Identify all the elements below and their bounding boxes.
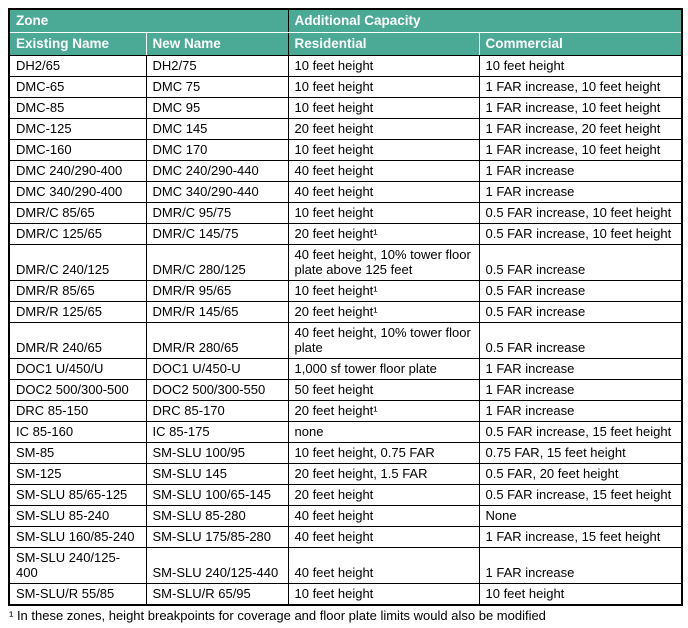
table-row [9, 359, 682, 380]
cell-residential: 20 feet height¹ [288, 224, 479, 245]
cell-residential: 1,000 sf tower floor plate [288, 359, 479, 380]
table-row [9, 140, 682, 161]
cell-residential: 40 feet height [288, 527, 479, 548]
cell-commercial: 1 FAR increase [479, 182, 682, 203]
table-row [9, 527, 682, 548]
cell-residential: 20 feet height [288, 119, 479, 140]
cell-existing-name: DMC 340/290-400 [9, 182, 146, 203]
cell-existing-name: DMR/C 240/125 [9, 245, 146, 281]
cell-existing-name: DH2/65 [9, 56, 146, 77]
cell-existing-name: DMR/C 125/65 [9, 224, 146, 245]
cell-new-name: SM-SLU 175/85-280 [146, 527, 288, 548]
cell-new-name: DMC 240/290-440 [146, 161, 288, 182]
cell-existing-name: SM-SLU 85-240 [9, 506, 146, 527]
cell-existing-name: DMC-65 [9, 77, 146, 98]
table-row [9, 245, 682, 281]
cell-residential: 40 feet height [288, 506, 479, 527]
table-header [9, 9, 682, 56]
cell-residential: 40 feet height, 10% tower floor plate [288, 323, 479, 359]
col-header-residential: Residential [288, 33, 479, 56]
table-body [9, 56, 682, 606]
cell-commercial: 0.75 FAR, 15 feet height [479, 443, 682, 464]
cell-commercial: 1 FAR increase, 10 feet height [479, 98, 682, 119]
cell-commercial: 1 FAR increase, 20 feet height [479, 119, 682, 140]
cell-commercial: 1 FAR increase, 10 feet height [479, 140, 682, 161]
cell-new-name: DMR/R 280/65 [146, 323, 288, 359]
cell-residential: 20 feet height¹ [288, 401, 479, 422]
cell-existing-name: DMC-160 [9, 140, 146, 161]
cell-existing-name: DOC1 U/450/U [9, 359, 146, 380]
cell-existing-name: DRC 85-150 [9, 401, 146, 422]
cell-existing-name: DMR/R 125/65 [9, 302, 146, 323]
zone-group-header: Zone [9, 9, 288, 33]
cell-new-name: SM-SLU/R 65/95 [146, 584, 288, 606]
cell-residential: 10 feet height [288, 140, 479, 161]
additional-capacity-group-header: Additional Capacity [288, 9, 682, 33]
table-row [9, 302, 682, 323]
cell-new-name: IC 85-175 [146, 422, 288, 443]
cell-residential: 40 feet height, 10% tower floor plate above 125 feet [288, 245, 479, 281]
cell-commercial: 1 FAR increase [479, 380, 682, 401]
cell-new-name: SM-SLU 85-280 [146, 506, 288, 527]
table-row [9, 584, 682, 606]
table-row [9, 182, 682, 203]
cell-residential: 10 feet height [288, 98, 479, 119]
cell-existing-name: IC 85-160 [9, 422, 146, 443]
table-row [9, 77, 682, 98]
cell-new-name: DH2/75 [146, 56, 288, 77]
cell-commercial: 0.5 FAR, 20 feet height [479, 464, 682, 485]
cell-residential: 10 feet height [288, 203, 479, 224]
col-header-commercial: Commercial [479, 33, 682, 56]
cell-existing-name: DMR/R 85/65 [9, 281, 146, 302]
cell-new-name: SM-SLU 240/125-440 [146, 548, 288, 584]
cell-residential: none [288, 422, 479, 443]
table-row [9, 203, 682, 224]
table-row [9, 485, 682, 506]
cell-commercial: 1 FAR increase [479, 161, 682, 182]
cell-residential: 20 feet height, 1.5 FAR [288, 464, 479, 485]
cell-new-name: DMC 145 [146, 119, 288, 140]
table-row [9, 281, 682, 302]
cell-commercial: 0.5 FAR increase [479, 323, 682, 359]
cell-commercial: 0.5 FAR increase, 15 feet height [479, 422, 682, 443]
cell-new-name: SM-SLU 100/65-145 [146, 485, 288, 506]
cell-new-name: DMC 95 [146, 98, 288, 119]
cell-residential: 40 feet height [288, 182, 479, 203]
cell-residential: 10 feet height¹ [288, 281, 479, 302]
cell-new-name: DMR/C 280/125 [146, 245, 288, 281]
table-row [9, 548, 682, 584]
cell-existing-name: SM-85 [9, 443, 146, 464]
cell-existing-name: SM-SLU 240/125-400 [9, 548, 146, 584]
cell-commercial: 10 feet height [479, 584, 682, 606]
cell-commercial: 1 FAR increase [479, 359, 682, 380]
cell-commercial: 0.5 FAR increase, 10 feet height [479, 203, 682, 224]
cell-new-name: DRC 85-170 [146, 401, 288, 422]
cell-existing-name: SM-125 [9, 464, 146, 485]
col-header-new-name: New Name [146, 33, 288, 56]
table-row [9, 401, 682, 422]
cell-commercial: None [479, 506, 682, 527]
cell-commercial: 0.5 FAR increase, 10 feet height [479, 224, 682, 245]
cell-existing-name: DMR/C 85/65 [9, 203, 146, 224]
cell-commercial: 1 FAR increase [479, 401, 682, 422]
table-row [9, 56, 682, 77]
cell-existing-name: SM-SLU 160/85-240 [9, 527, 146, 548]
cell-new-name: DMC 340/290-440 [146, 182, 288, 203]
cell-new-name: DOC1 U/450-U [146, 359, 288, 380]
cell-residential: 10 feet height [288, 584, 479, 606]
footnote: ¹ In these zones, height breakpoints for coverage and floor plate limits would also be modified [9, 608, 546, 623]
cell-residential: 10 feet height [288, 77, 479, 98]
cell-new-name: SM-SLU 100/95 [146, 443, 288, 464]
cell-new-name: DMR/C 145/75 [146, 224, 288, 245]
table-row [9, 323, 682, 359]
table-row [9, 506, 682, 527]
cell-new-name: DMR/C 95/75 [146, 203, 288, 224]
cell-residential: 20 feet height [288, 485, 479, 506]
table-row [9, 464, 682, 485]
cell-existing-name: SM-SLU/R 55/85 [9, 584, 146, 606]
cell-new-name: DMR/R 145/65 [146, 302, 288, 323]
cell-new-name: DMC 75 [146, 77, 288, 98]
cell-new-name: SM-SLU 145 [146, 464, 288, 485]
cell-existing-name: DMR/R 240/65 [9, 323, 146, 359]
cell-existing-name: DMC-85 [9, 98, 146, 119]
cell-existing-name: DOC2 500/300-500 [9, 380, 146, 401]
group-header-row [9, 9, 682, 33]
col-header-existing-name: Existing Name [9, 33, 146, 56]
table-row [9, 98, 682, 119]
cell-commercial: 1 FAR increase, 10 feet height [479, 77, 682, 98]
cell-commercial: 0.5 FAR increase [479, 302, 682, 323]
cell-commercial: 0.5 FAR increase, 15 feet height [479, 485, 682, 506]
cell-residential: 10 feet height, 0.75 FAR [288, 443, 479, 464]
cell-commercial: 1 FAR increase, 15 feet height [479, 527, 682, 548]
cell-new-name: DMC 170 [146, 140, 288, 161]
table-row [9, 119, 682, 140]
table-row [9, 422, 682, 443]
cell-commercial: 0.5 FAR increase [479, 281, 682, 302]
cell-residential: 40 feet height [288, 161, 479, 182]
cell-commercial: 10 feet height [479, 56, 682, 77]
cell-residential: 20 feet height¹ [288, 302, 479, 323]
cell-existing-name: DMC 240/290-400 [9, 161, 146, 182]
cell-new-name: DOC2 500/300-550 [146, 380, 288, 401]
table-row [9, 443, 682, 464]
table-row [9, 380, 682, 401]
cell-existing-name: DMC-125 [9, 119, 146, 140]
table-row [9, 161, 682, 182]
table-row [9, 224, 682, 245]
cell-residential: 10 feet height [288, 56, 479, 77]
cell-residential: 50 feet height [288, 380, 479, 401]
cell-commercial: 1 FAR increase [479, 548, 682, 584]
cell-commercial: 0.5 FAR increase [479, 245, 682, 281]
cell-residential: 40 feet height [288, 548, 479, 584]
column-header-row [9, 33, 682, 56]
cell-existing-name: SM-SLU 85/65-125 [9, 485, 146, 506]
zoning-capacity-table [8, 8, 683, 606]
cell-new-name: DMR/R 95/65 [146, 281, 288, 302]
